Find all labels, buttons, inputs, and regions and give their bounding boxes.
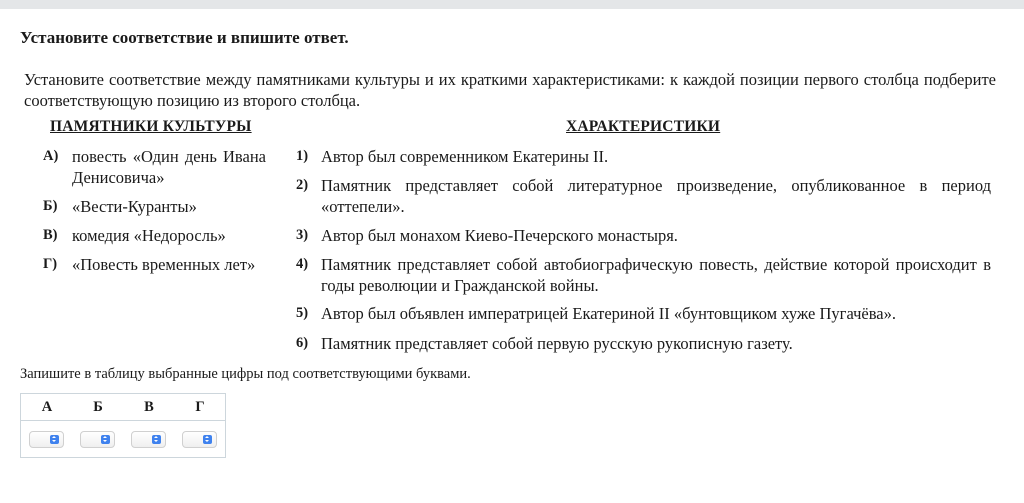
left-item-label: Б)	[43, 198, 58, 214]
answer-header-a: А	[41, 399, 53, 415]
left-item-label: А)	[43, 148, 59, 164]
instruction-text: Запишите в таблицу выбранные цифры под соответствующими буквами.	[20, 366, 471, 382]
right-item-text: Памятник представляет собой автобиографическую повесть, действие которой происходит в годы революции и Гражданской войны.	[321, 255, 991, 295]
answer-table-divider	[21, 420, 225, 421]
left-item-text: комедия «Недоросль»	[72, 226, 226, 245]
right-item-label: 2)	[296, 177, 309, 193]
right-item-label: 5)	[296, 305, 309, 321]
right-item-text: Автор был объявлен императрицей Екатериной II «бунтовщиком хуже Пугачёва».	[321, 304, 896, 323]
right-item-text: Автор был монахом Киево-Печерского монастыря.	[321, 226, 678, 245]
right-column-header: ХАРАКТЕРИСТИКИ	[566, 118, 721, 135]
chevron-updown-icon	[101, 435, 110, 444]
top-bar	[0, 0, 1024, 9]
chevron-updown-icon	[203, 435, 212, 444]
left-item-label: В)	[43, 227, 58, 243]
left-item-text: повесть «Один день Ивана Денисовича»	[72, 147, 266, 187]
chevron-updown-icon	[50, 435, 59, 444]
answer-select-g[interactable]	[182, 431, 217, 448]
right-item-text: Памятник представляет собой литературное произведение, опубликованное в период «оттепели».	[321, 176, 991, 216]
left-column-header: ПАМЯТНИКИ КУЛЬТУРЫ	[50, 118, 252, 135]
task-heading: Установите соответствие и впишите ответ.	[20, 28, 349, 47]
chevron-updown-icon	[152, 435, 161, 444]
right-item-text: Памятник представляет собой первую русскую рукописную газету.	[321, 334, 793, 353]
answer-header-g: Г	[195, 399, 205, 415]
left-item-text: «Повесть временных лет»	[72, 255, 256, 274]
right-item-label: 4)	[296, 256, 309, 272]
right-item-label: 3)	[296, 227, 309, 243]
answer-select-v[interactable]	[131, 431, 166, 448]
answer-table	[20, 393, 226, 458]
task-intro: Установите соответствие между памятниками культуры и их краткими характеристиками: к каждой позиции первого столбца подберите соответствующую позицию из второго столбца.	[24, 70, 996, 110]
answer-header-b: Б	[93, 399, 103, 415]
answer-select-b[interactable]	[80, 431, 115, 448]
answer-select-a[interactable]	[29, 431, 64, 448]
right-item-label: 6)	[296, 335, 309, 351]
right-item-text: Автор был современником Екатерины II.	[321, 147, 609, 166]
left-item-text: «Вести-Куранты»	[72, 197, 197, 216]
right-item-label: 1)	[296, 148, 309, 164]
answer-header-v: В	[144, 399, 154, 415]
left-item-label: Г)	[43, 256, 58, 272]
